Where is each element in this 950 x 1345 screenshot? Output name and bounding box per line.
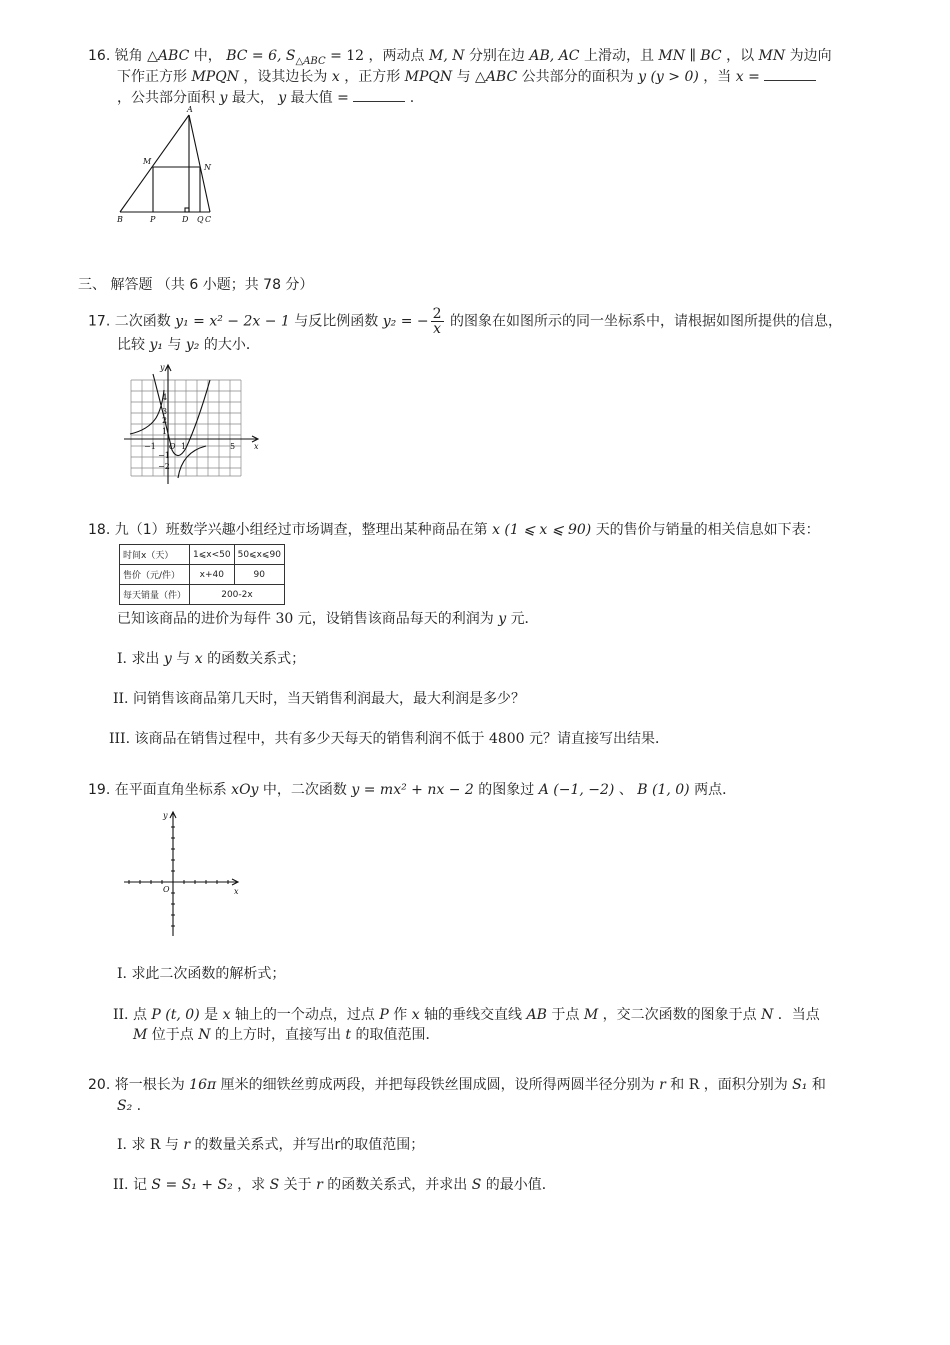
label-n: N — [204, 163, 211, 172]
svg-text:−1: −1 — [144, 442, 156, 451]
q19-part-i: I. 求此二次函数的解析式； — [117, 966, 286, 982]
triangle-figure — [112, 104, 222, 226]
svg-text:O: O — [169, 442, 176, 451]
q16-line3: ，公共部分面积 y 最大， y 最大值 = . — [117, 90, 415, 106]
q20-part-i: I. 求 R 与 r 的数量关系式，并写出r的取值范围； — [117, 1137, 425, 1153]
q20-part-ii: II. 记 S = S₁ + S₂ ，求 S 关于 r 的函数关系式，并求出 S 的最小值． — [113, 1177, 556, 1193]
svg-text:−1: −1 — [158, 451, 170, 460]
question-number: 17. — [88, 313, 111, 330]
label-a: A — [187, 105, 193, 114]
svg-text:−2: −2 — [158, 462, 170, 471]
q18-line1: 18. 九（1）班数学兴趣小组经过市场调查，整理出某种商品在第 x (1 ⩽ x ⩽ 90) 天的售价与销量的相关信息如下表： — [88, 522, 820, 538]
svg-text:O: O — [163, 885, 170, 894]
q17-line2: 比较 y₁ 与 y₂ 的大小． — [117, 337, 260, 353]
q19-part-ii-line2: M 位于点 N 的上方时，直接写出 t 的取值范围． — [133, 1027, 440, 1043]
q20-line1: 20. 将一根长为 16π 厘米的细铁丝剪成两段，并把每段铁丝围成圆，设所得两圆半径分别为 r 和 R ，面积分别为 S₁ 和 — [88, 1077, 826, 1093]
question-number: 18. — [88, 522, 111, 538]
label-p: P — [150, 215, 156, 224]
fraction: $\frac{2}{x}$ — [432, 306, 442, 337]
q19-part-ii-line1: II. 点 P (t, 0) 是 x 轴上的一个动点，过点 P 作 x 轴的垂线交直线 AB 于点 M ，交二次函数的图象于点 N ．当点 — [113, 1007, 820, 1023]
svg-text:1: 1 — [181, 442, 187, 451]
svg-text:y: y — [160, 363, 165, 372]
q16-line1: 16. 锐角 △ABC 中， BC = 6, $S_{\triangle ABC} = 12$ ，两动点 M, N 分别在边 AB, AC 上滑动，且 MN ∥ BC ，以 MN 为边向 — [88, 48, 832, 67]
q16-line2: 下作正方形 MPQN ，设其边长为 x ，正方形 MPQN 与 △ABC 公共部分的面积为 y (y > 0) ，当 x = — [117, 67, 816, 87]
label-b: B — [117, 215, 123, 224]
q18-given: 已知该商品的进价为每件 30 元，设销售该商品每天的利润为 y 元． — [117, 611, 539, 627]
q19-line1: 19. 在平面直角坐标系 xOy 中，二次函数 y = mx² + nx − 2 的图象过 A (−1, −2) 、 B (1, 0) 两点． — [88, 782, 737, 798]
q18-part-ii: II. 问销售该商品第几天时，当天销售利润最大，最大利润是多少？ — [113, 691, 525, 707]
function-graph-figure — [120, 362, 265, 487]
price-sales-table — [119, 544, 285, 605]
svg-text:y: y — [163, 811, 168, 820]
answer-blank — [353, 89, 405, 102]
label-d: D — [182, 215, 189, 224]
table-row: 售价（元/件） x+40 90 — [120, 565, 285, 585]
svg-text:2: 2 — [162, 416, 168, 425]
svg-text:4: 4 — [162, 393, 168, 402]
coordinate-axes-figure — [120, 808, 245, 940]
q18-part-iii: III. 该商品在销售过程中，共有多少天每天的销售利润不低于 4800 元？请直接写出结果． — [109, 731, 670, 747]
table-row: 每天销量（件） 200-2x — [120, 585, 285, 605]
svg-text:1: 1 — [162, 427, 168, 436]
question-number: 20. — [88, 1077, 111, 1093]
svg-text:x: x — [234, 887, 239, 896]
label-m: M — [143, 157, 152, 166]
svg-text:3: 3 — [162, 407, 168, 416]
q17-line1: 17. 二次函数 y₁ = x² − 2x − 1 与反比例函数 y₂ = − $\frac{2}{x}$ 的图象在如图所示的同一坐标系中，请根据如图所提供的信息， — [88, 306, 842, 337]
question-number: 16. — [88, 48, 111, 64]
label-c: C — [205, 215, 212, 224]
answer-blank — [764, 68, 816, 81]
q20-line2: S₂ . — [117, 1098, 142, 1114]
svg-text:x: x — [254, 442, 259, 451]
table-row: 时间x（天） 1⩽x<50 50⩽x⩽90 — [120, 545, 285, 565]
svg-text:5: 5 — [230, 442, 236, 451]
section-title: 三、 解答题 （共 6 小题；共 78 分） — [78, 277, 314, 293]
question-number: 19. — [88, 782, 111, 798]
label-q: Q — [197, 215, 204, 224]
q18-part-i: I. 求出 y 与 x 的函数关系式； — [117, 651, 306, 667]
